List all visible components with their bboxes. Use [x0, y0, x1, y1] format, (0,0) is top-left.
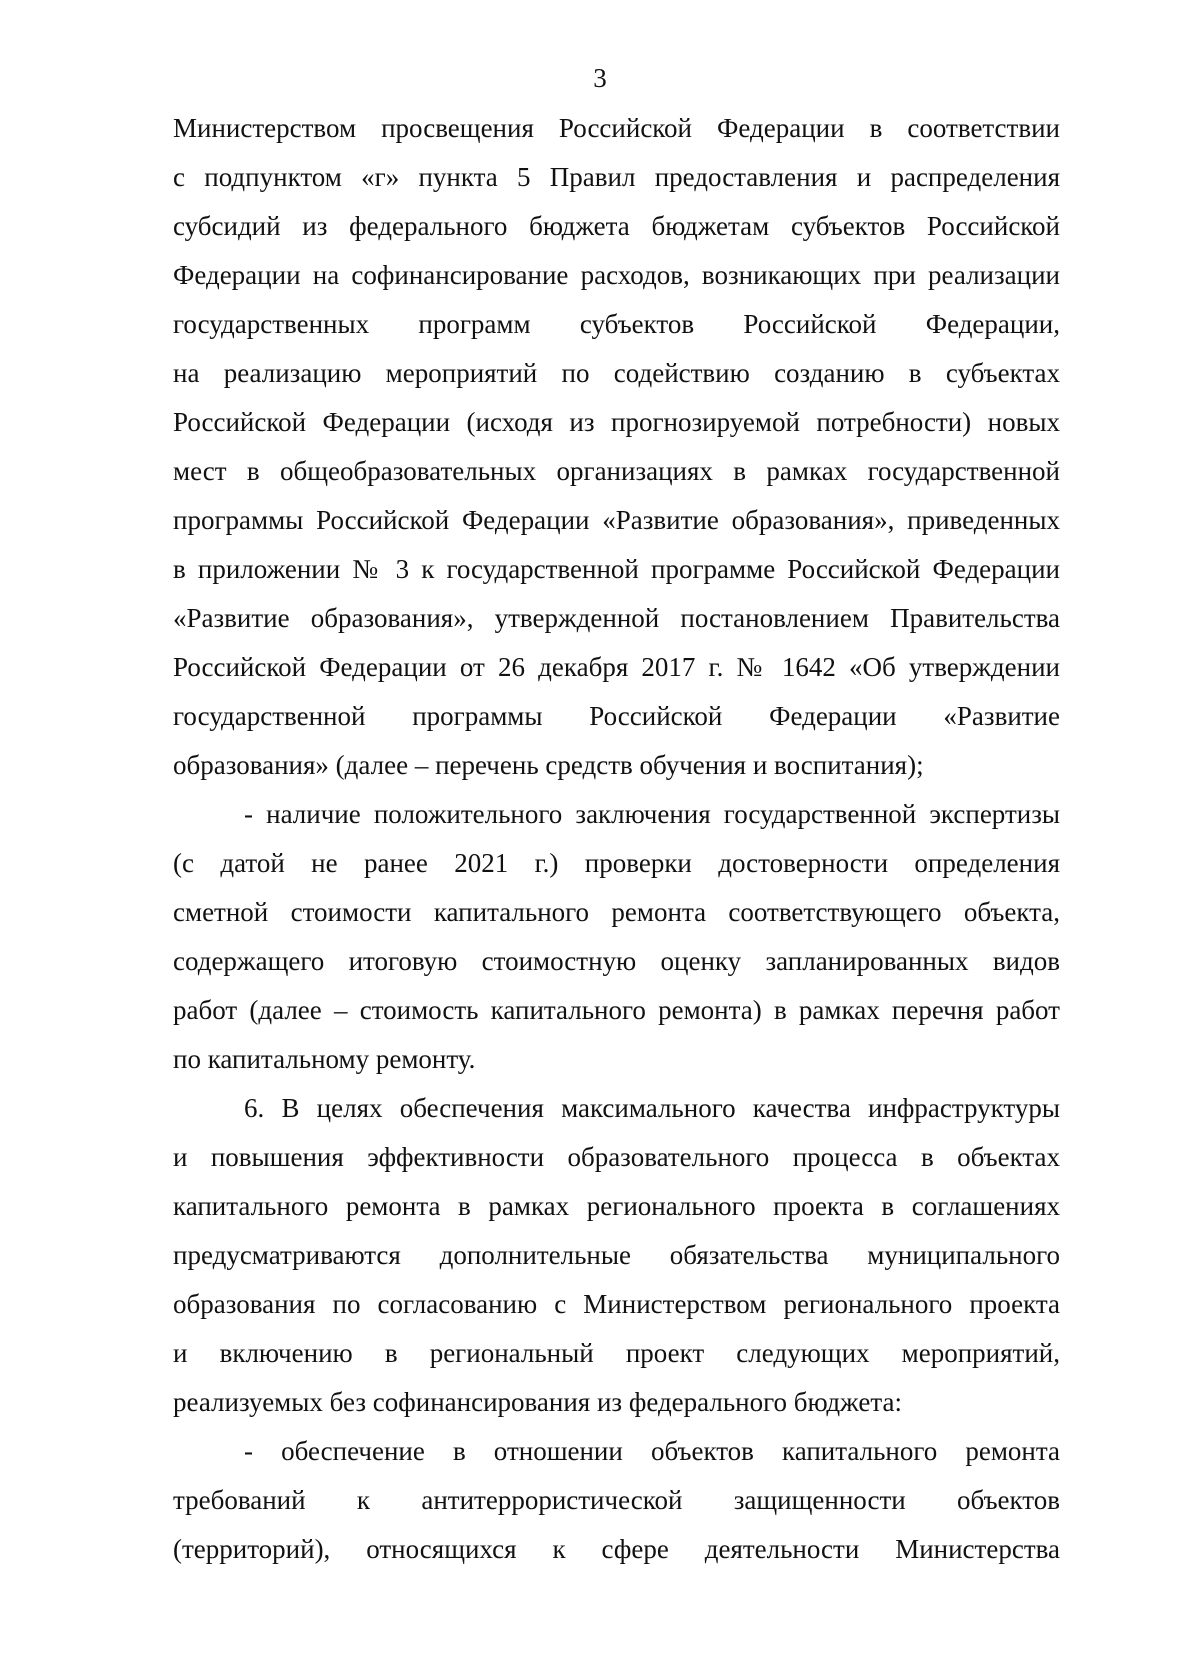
- document-body: [173, 104, 1060, 1574]
- text-line: Российской Федерации (исходя из прогнозируемой потребности) новых: [173, 407, 1060, 437]
- text-line: программы Российской Федерации «Развитие образования», приведенных: [173, 505, 1060, 535]
- text-line: по капитальному ремонту.: [173, 1044, 476, 1074]
- text-line: капитального ремонта в рамках регионального проекта в соглашениях: [173, 1191, 1060, 1221]
- text-line: 6. В целях обеспечения максимального качества инфраструктуры: [244, 1093, 1060, 1123]
- text-line: государственной программы Российской Федерации «Развитие: [173, 701, 1060, 731]
- text-line: требований к антитеррористической защищенности объектов: [173, 1485, 1060, 1515]
- text-line: Федерации на софинансирование расходов, возникающих при реализации: [173, 260, 1060, 290]
- text-line: содержащего итоговую стоимостную оценку запланированных видов: [173, 946, 1060, 976]
- text-line: «Развитие образования», утвержденной постановлением Правительства: [173, 603, 1060, 633]
- text-line: (с датой не ранее 2021 г.) проверки достоверности определения: [173, 848, 1060, 878]
- text-line: субсидий из федерального бюджета бюджетам субъектов Российской: [173, 211, 1060, 241]
- text-line: образования» (далее – перечень средств обучения и воспитания);: [173, 750, 924, 780]
- text-line: сметной стоимости капитального ремонта соответствующего объекта,: [173, 897, 1060, 927]
- text-line: (территорий), относящихся к сфере деятельности Министерства: [173, 1534, 1060, 1564]
- text-line: государственных программ субъектов Российской Федерации,: [173, 309, 1060, 339]
- text-line: Российской Федерации от 26 декабря 2017 г. № 1642 «Об утверждении: [173, 652, 1060, 682]
- text-line: Министерством просвещения Российской Федерации в соответствии: [173, 113, 1060, 143]
- text-line: и включению в региональный проект следующих мероприятий,: [173, 1338, 1060, 1368]
- text-line: реализуемых без софинансирования из федерального бюджета:: [173, 1387, 902, 1417]
- page-number: 3: [593, 63, 607, 93]
- text-line: на реализацию мероприятий по содействию созданию в субъектах: [173, 358, 1060, 388]
- text-line: и повышения эффективности образовательного процесса в объектах: [173, 1142, 1060, 1172]
- text-line: - обеспечение в отношении объектов капитального ремонта: [244, 1436, 1060, 1466]
- text-line: мест в общеобразовательных организациях в рамках государственной: [173, 456, 1060, 486]
- text-line: работ (далее – стоимость капитального ремонта) в рамках перечня работ: [173, 995, 1060, 1025]
- text-line: - наличие положительного заключения государственной экспертизы: [244, 799, 1060, 829]
- text-line: в приложении № 3 к государственной программе Российской Федерации: [173, 554, 1060, 584]
- text-line: образования по согласованию с Министерством регионального проекта: [173, 1289, 1060, 1319]
- text-line: с подпунктом «г» пункта 5 Правил предоставления и распределения: [173, 162, 1060, 192]
- text-line: предусматриваются дополнительные обязательства муниципального: [173, 1240, 1060, 1270]
